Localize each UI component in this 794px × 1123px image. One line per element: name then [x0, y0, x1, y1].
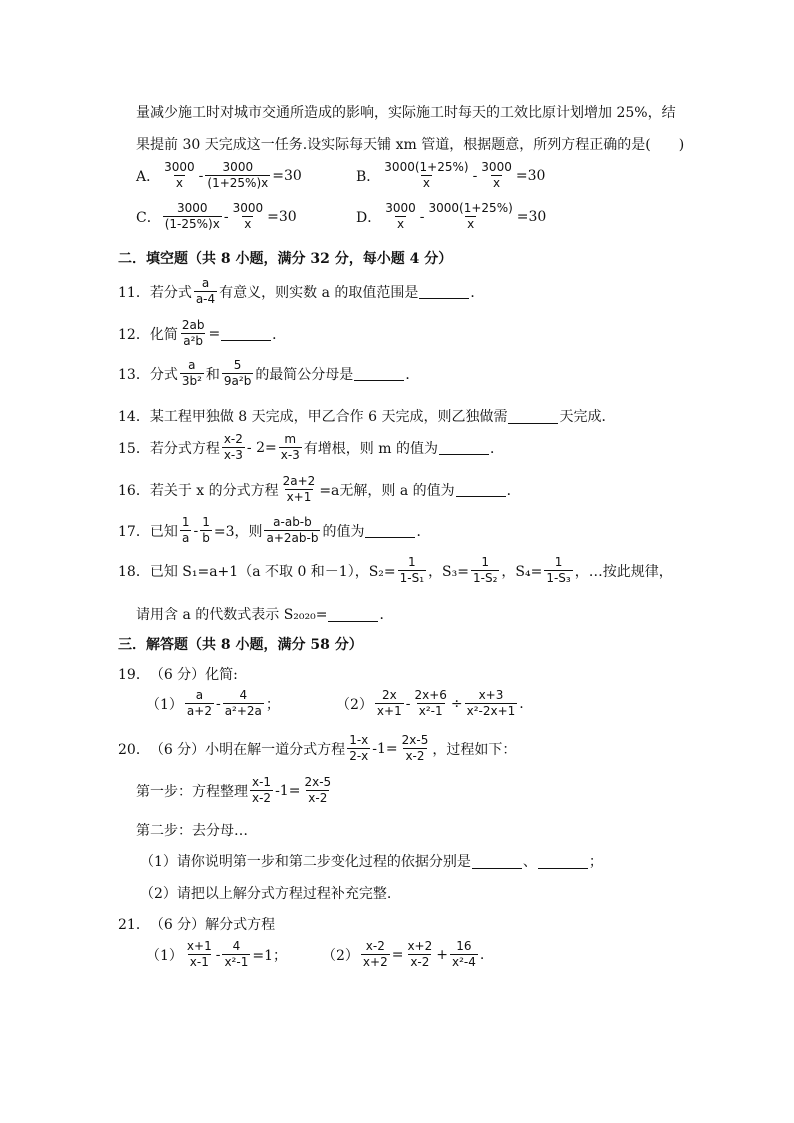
- q11-answer-blank[interactable]: [419, 284, 469, 299]
- q10-option-d[interactable]: D． $\frac{3000}{x}$ - $\frac{3000(1+25\%)}{x}$ =30: [356, 201, 547, 231]
- q12: 12． 化简 $\frac{2ab}{\text{a²b}}$ = ．: [118, 318, 287, 348]
- q10-option-c[interactable]: C． $\frac{3000}{(1-25\%)x}$ - $\frac{3000}{x}$ =30: [136, 201, 297, 231]
- q10-option-b[interactable]: B． $\frac{3000(1+25\%)}{x}$ - $\frac{3000}{x}$ =30: [356, 160, 546, 190]
- q15-answer-blank[interactable]: [439, 440, 489, 455]
- q21-part2: （2） $\frac{x-2}{x+2}$ = $\frac{x+2}{x-2}$ + $\frac{16}{\text{x²-4}}$ .: [322, 939, 485, 969]
- q10-line2: 果提前 30 天完成这一任务.设实际每天铺 xm 管道，根据题意，所列方程正确的是( ): [136, 137, 685, 153]
- q21-part1: （1） $\frac{x+1}{x-1}$ - $\frac{4}{\text{x²-1}}$ =1；: [146, 939, 287, 969]
- q20-blank-2[interactable]: [538, 854, 588, 869]
- q20-sub1: （1）请你说明第一步和第二步变化过程的依据分别是 、 ；: [140, 854, 603, 870]
- q19-part1: （1） $\frac{a}{a+2}$ - $\frac{4}{\text{a²+2a}}$ ；: [146, 688, 280, 718]
- q20-sub2: （2）请把以上解分式方程过程补充完整.: [140, 886, 392, 902]
- q13: 13． 分式 $\frac{a}{\text{3b²}}$ 和 $\frac{5}{\text{9a²b}}$ 的最简公分母是 ．: [118, 358, 420, 388]
- q19-part2: （2） $\frac{2x}{x+1}$ - $\frac{2x+6}{\text{x²-1}}$ ÷ $\frac{x+3}{\text{x²-2x+1}}$ .: [336, 688, 524, 718]
- section-2-title: 二．填空题（共 8 小题，满分 32 分，每小题 4 分）: [118, 251, 453, 267]
- q11: 11． 若分式 $\frac{a}{a-4}$ 有意义，则实数 a 的取值范围是 ．: [118, 276, 485, 306]
- q18-line2: 请用含 a 的代数式表示 S₂₀₂₀= ．: [136, 607, 394, 623]
- q20-blank-1[interactable]: [472, 854, 522, 869]
- q18: 18． 已知 S₁=a+1（a 不取 0 和－1），S₂= $\frac{1}{\text{1-S₁}}$ ，S₃= $\frac{1}{\text{1-S₂}}$ ，S₄= $\frac{1}{\text{1-S₃}}$ ，…按此规律，: [118, 555, 673, 585]
- q20: 20． （6 分）小明在解一道分式方程 $\frac{1-x}{2-x}$ -1= $\frac{2x-5}{x-2}$ ，过程如下：: [118, 733, 517, 763]
- q14: 14． 某工程甲独做 8 天完成，甲乙合作 6 天完成，则乙独做需 天完成．: [118, 409, 616, 425]
- q19: 19． （6 分）化简:: [118, 667, 238, 683]
- q16: 16． 若关于 x 的分式方程 $\frac{2a+2}{x+1}$ =a无解，则 a 的值为 ．: [118, 474, 521, 504]
- q16-answer-blank[interactable]: [456, 482, 506, 497]
- q20-step2: 第二步：去分母…: [136, 823, 248, 839]
- q18-answer-blank[interactable]: [328, 607, 378, 622]
- q17-answer-blank[interactable]: [365, 523, 415, 538]
- q21: 21． （6 分）解分式方程: [118, 917, 276, 933]
- q10-line1: 量减少施工时对城市交通所造成的影响，实际施工时每天的工效比原计划增加 25%，结: [136, 105, 676, 121]
- q14-answer-blank[interactable]: [508, 409, 558, 424]
- q13-answer-blank[interactable]: [354, 366, 404, 381]
- q12-answer-blank[interactable]: [221, 326, 271, 341]
- q15: 15． 若分式方程 $\frac{x-2}{x-3}$ - 2= $\frac{m}{x-3}$ 有增根，则 m 的值为 ．: [118, 432, 504, 462]
- q17: 17． 已知 $\frac{1}{a}$ - $\frac{1}{b}$ =3，则 $\frac{a-ab-b}{a+2ab-b}$ 的值为 ．: [118, 515, 431, 545]
- q20-step1: 第一步：方程整理 $\frac{x-1}{x-2}$ -1= $\frac{2x-5}{x-2}$: [136, 775, 332, 805]
- q10-option-a[interactable]: A． $\frac{3000}{x}$ - $\frac{3000}{(1+25\%)x}$ =30: [136, 160, 302, 190]
- section-3-title: 三．解答题（共 8 小题，满分 58 分）: [118, 637, 363, 653]
